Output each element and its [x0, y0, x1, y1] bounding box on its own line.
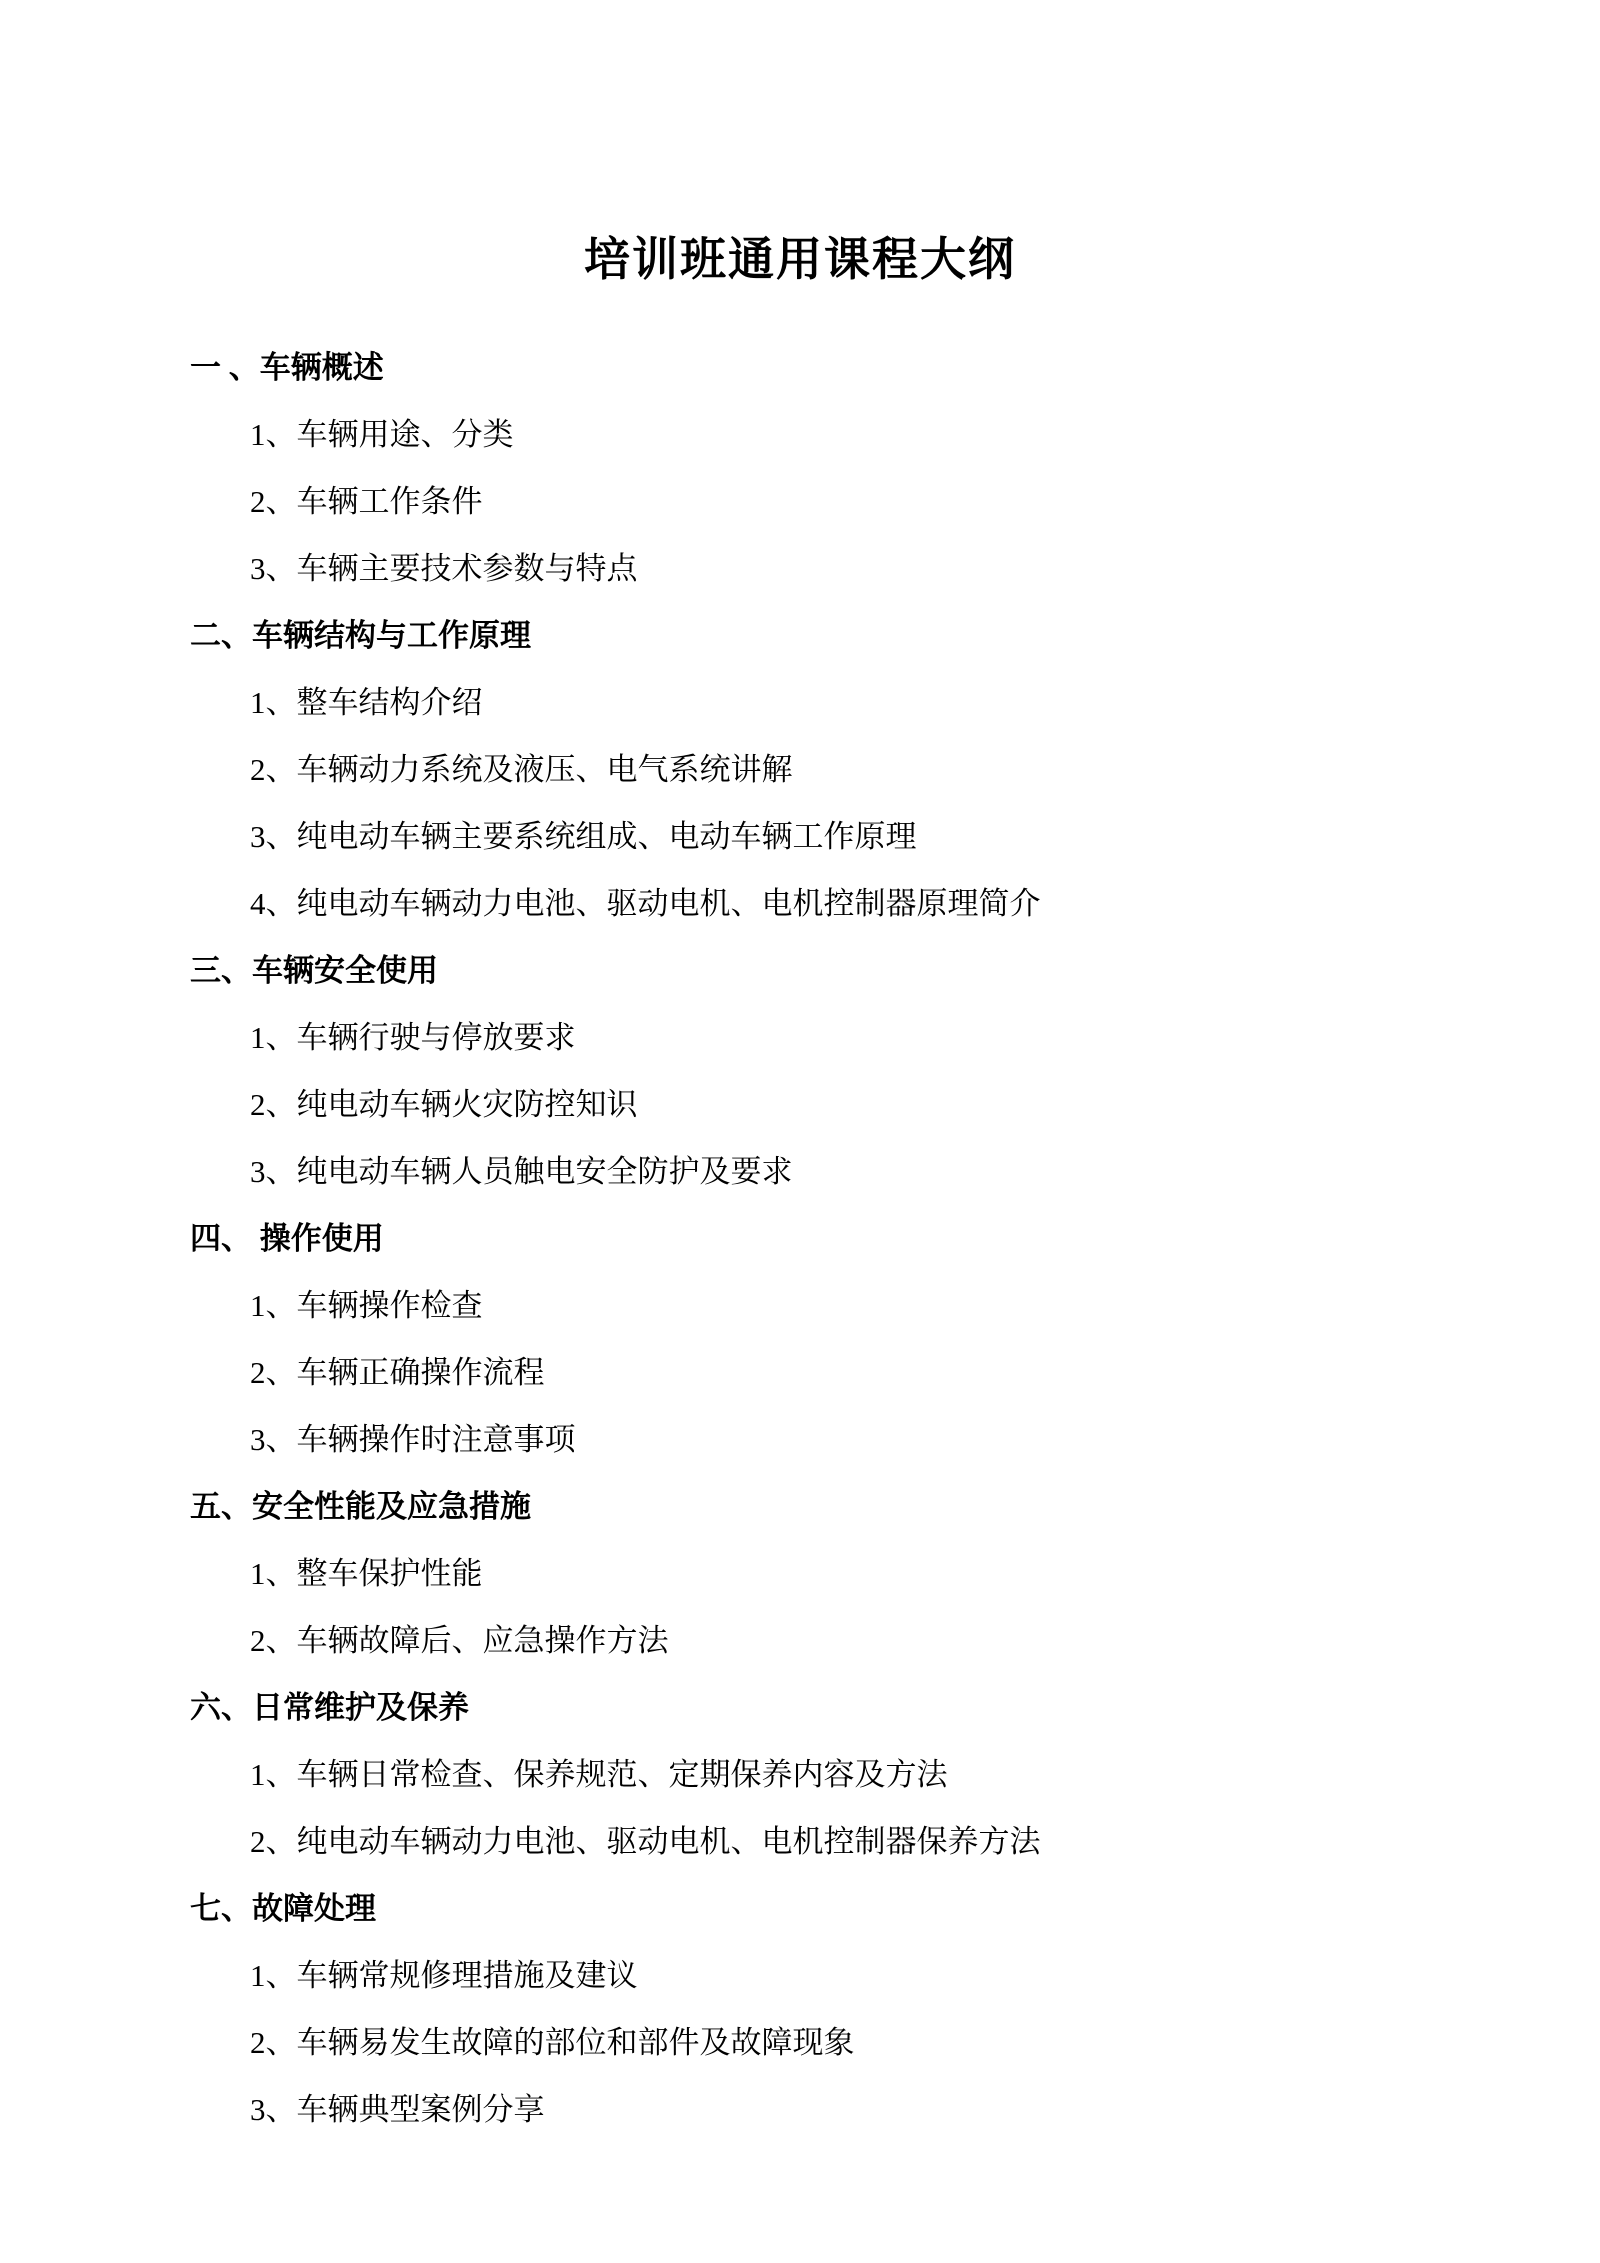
section-heading-2: 二、车辆结构与工作原理 [190, 618, 531, 653]
section-heading-7: 七、故障处理 [190, 1891, 376, 1926]
outline-item: 2、车辆工作条件 [250, 484, 483, 519]
outline-item: 1、车辆操作检查 [250, 1288, 483, 1323]
document-title: 培训班通用课程大纲 [584, 234, 1016, 285]
outline-item: 2、纯电动车辆火灾防控知识 [250, 1087, 638, 1122]
outline-item: 1、车辆用途、分类 [250, 417, 514, 452]
outline-item: 2、车辆正确操作流程 [250, 1355, 545, 1390]
outline-item: 3、车辆主要技术参数与特点 [250, 551, 638, 586]
outline-item: 2、车辆动力系统及液压、电气系统讲解 [250, 752, 793, 787]
outline-item: 2、车辆易发生故障的部位和部件及故障现象 [250, 2025, 855, 2060]
section-heading-1: 一 、车辆概述 [190, 350, 384, 385]
outline-item: 2、车辆故障后、应急操作方法 [250, 1623, 669, 1658]
outline-item: 3、车辆操作时注意事项 [250, 1422, 576, 1457]
outline-item: 1、车辆日常检查、保养规范、定期保养内容及方法 [250, 1757, 948, 1792]
outline-item: 1、车辆行驶与停放要求 [250, 1020, 576, 1055]
outline-item: 1、整车保护性能 [250, 1556, 483, 1591]
section-heading-5: 五、安全性能及应急措施 [190, 1489, 531, 1524]
course-outline [0, 334, 1600, 2143]
outline-item: 1、车辆常规修理措施及建议 [250, 1958, 638, 1993]
outline-item: 4、纯电动车辆动力电池、驱动电机、电机控制器原理简介 [250, 886, 1041, 921]
section-heading-3: 三、车辆安全使用 [190, 953, 438, 988]
section-heading-6: 六、日常维护及保养 [190, 1690, 469, 1725]
section-heading-4: 四、 操作使用 [190, 1221, 384, 1256]
outline-item: 2、纯电动车辆动力电池、驱动电机、电机控制器保养方法 [250, 1824, 1041, 1859]
outline-item: 3、纯电动车辆人员触电安全防护及要求 [250, 1154, 793, 1189]
outline-item: 1、整车结构介绍 [250, 685, 483, 720]
outline-item: 3、纯电动车辆主要系统组成、电动车辆工作原理 [250, 819, 917, 854]
outline-item: 3、车辆典型案例分享 [250, 2092, 545, 2127]
